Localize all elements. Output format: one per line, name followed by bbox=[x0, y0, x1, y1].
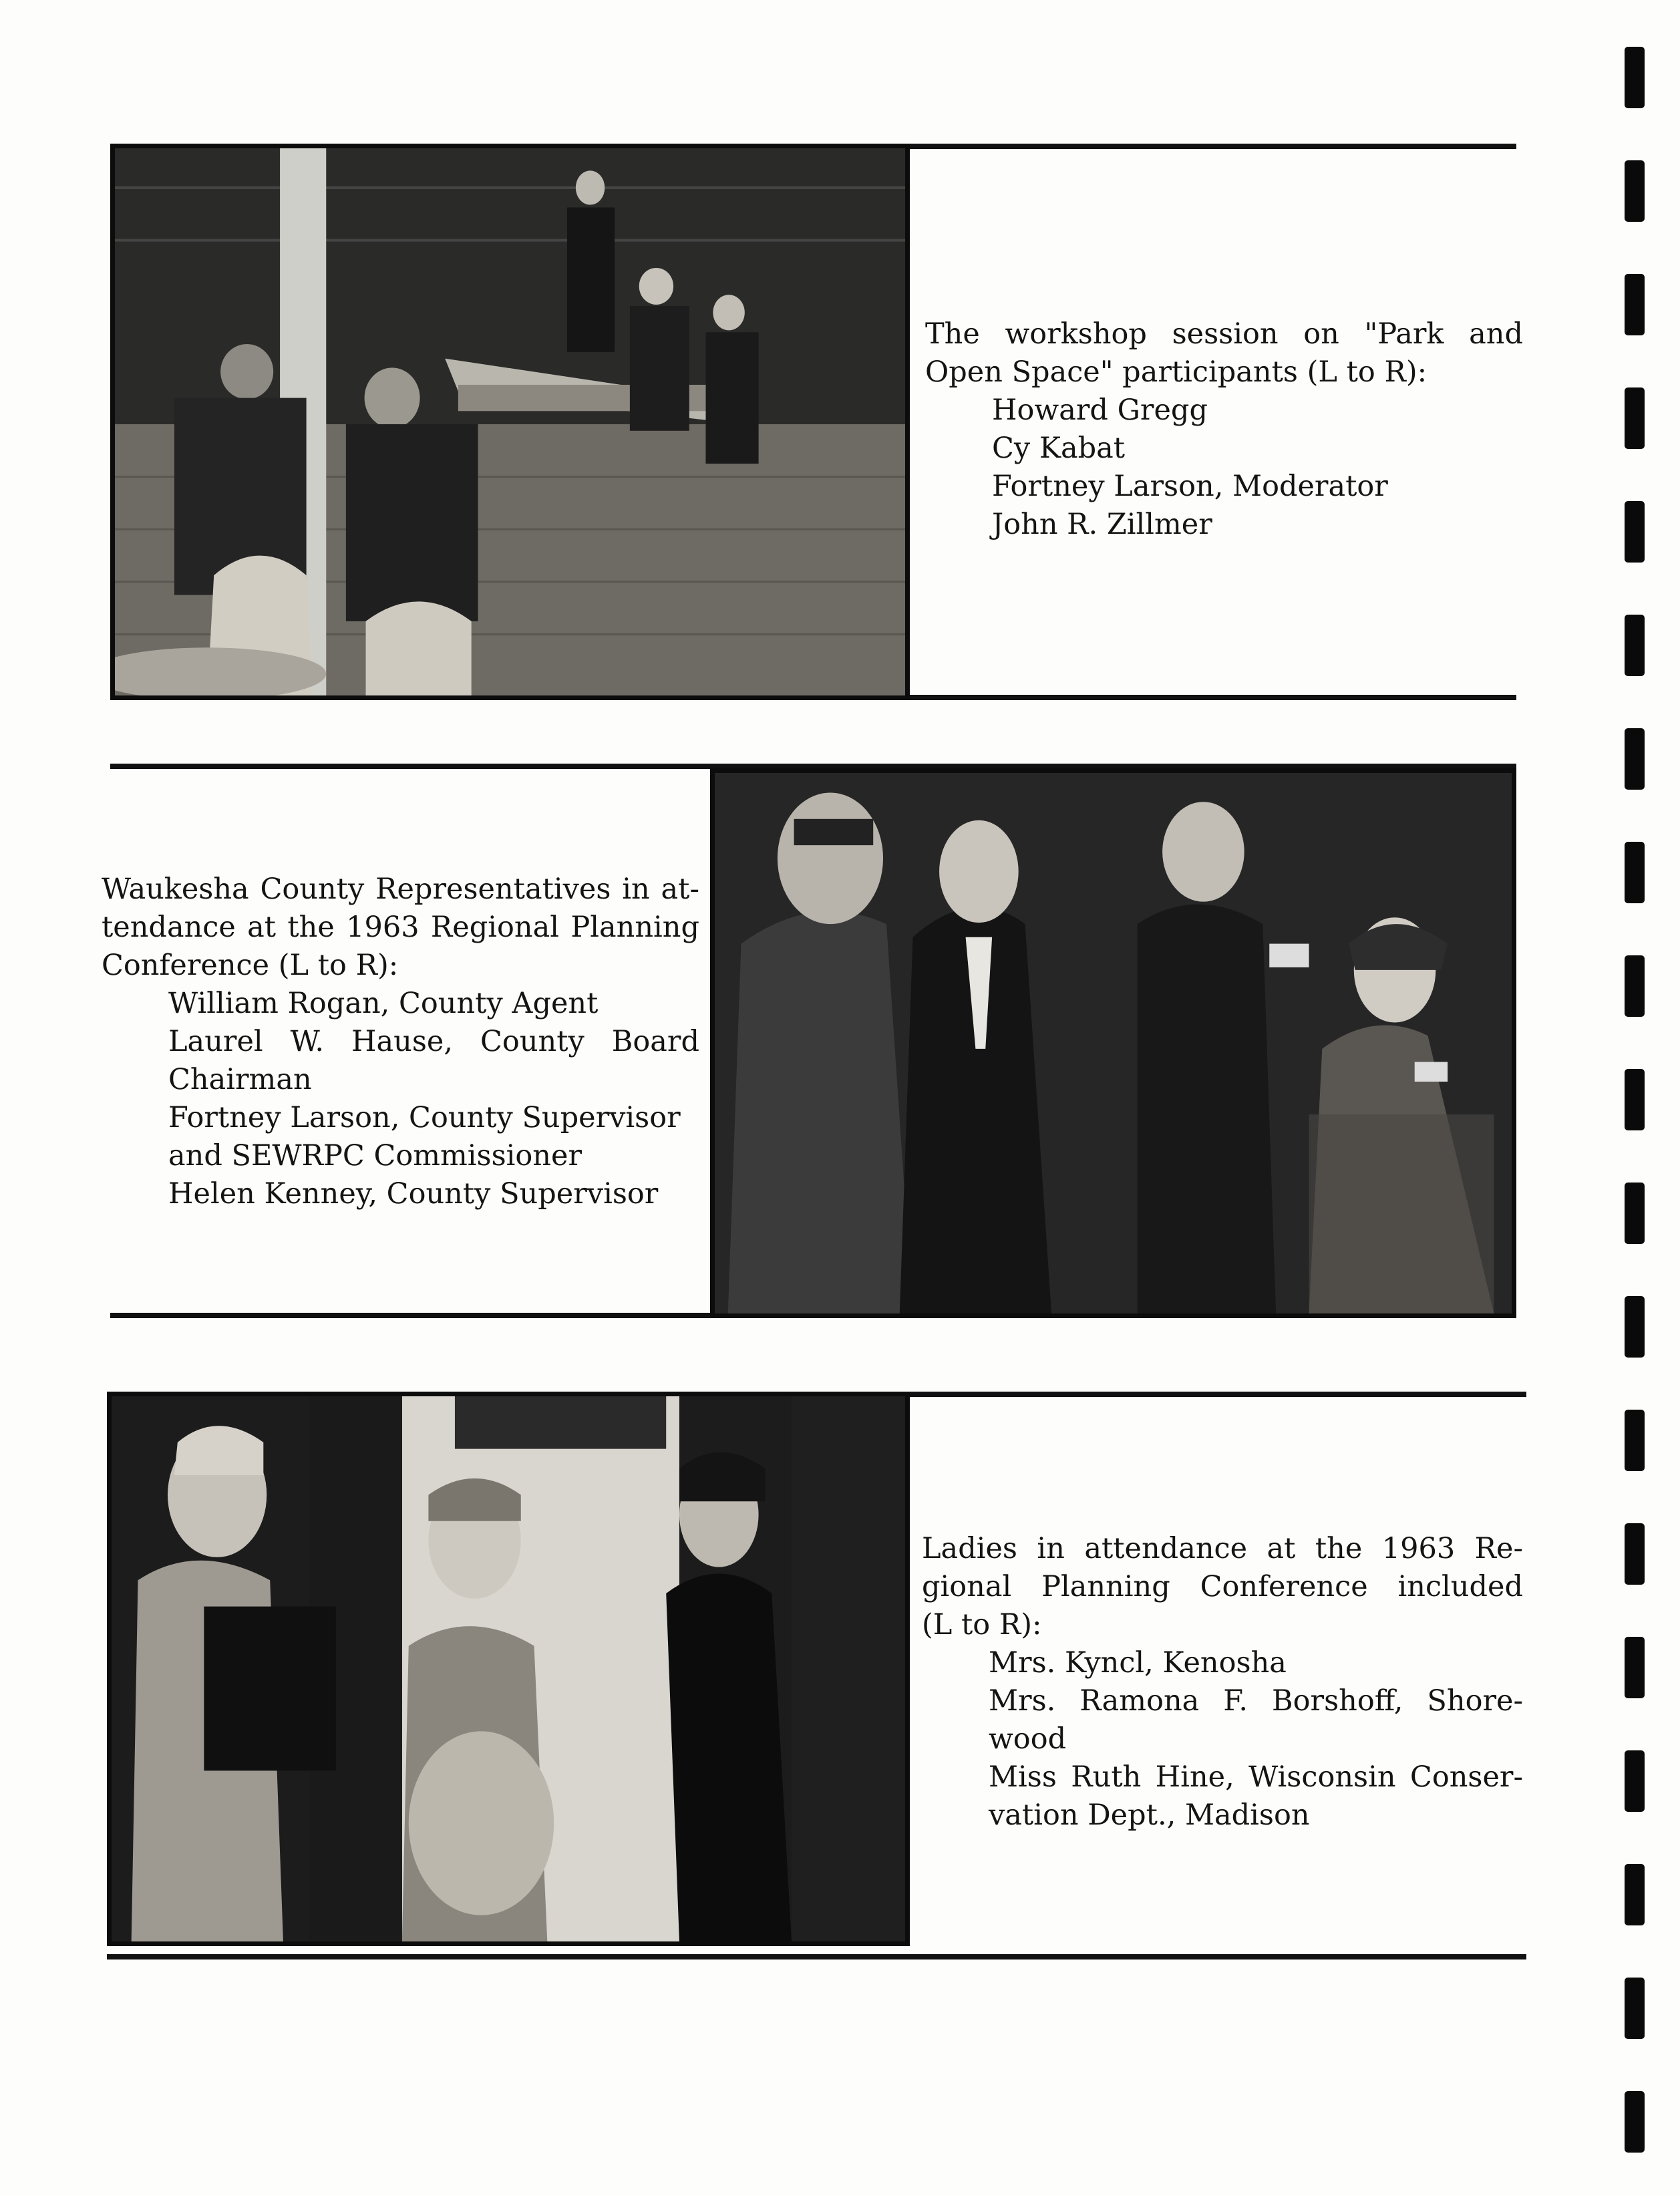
participant-name: Fortney Larson, County Supervisor bbox=[168, 1101, 681, 1134]
binding-mark bbox=[1625, 1750, 1645, 1812]
binding-mark bbox=[1625, 1410, 1645, 1471]
photo-ladies-in-attendance bbox=[107, 1392, 910, 1946]
binding-mark bbox=[1625, 387, 1645, 449]
binding-mark bbox=[1625, 728, 1645, 790]
participant-name: Mrs. Ramona F. Borshoff, Shore- bbox=[989, 1684, 1523, 1718]
participant-name: and SEWRPC Commissioner bbox=[168, 1139, 582, 1172]
caption-ladies-in-attendance bbox=[922, 1530, 1523, 1835]
participant-name: Howard Gregg bbox=[992, 394, 1208, 427]
participant-name: Laurel W. Hause, County Board bbox=[168, 1025, 699, 1058]
photo-county-representatives bbox=[710, 768, 1516, 1318]
binding-mark bbox=[1625, 1069, 1645, 1130]
caption-line: Waukesha County Representatives in at- bbox=[102, 873, 699, 906]
caption-county-representatives bbox=[102, 871, 699, 1213]
participant-name: Fortney Larson, Moderator bbox=[992, 470, 1388, 503]
participant-name: John R. Zillmer bbox=[992, 508, 1212, 541]
photo-workshop-session bbox=[110, 144, 910, 700]
binding-mark bbox=[1625, 1523, 1645, 1585]
participant-name: Mrs. Kyncl, Kenosha bbox=[989, 1646, 1287, 1680]
participant-name: vation Dept., Madison bbox=[989, 1798, 1310, 1832]
participant-name: Cy Kabat bbox=[992, 432, 1126, 465]
binding-mark bbox=[1625, 47, 1645, 108]
caption-line: Conference (L to R): bbox=[102, 949, 399, 982]
binding-mark bbox=[1625, 1637, 1645, 1698]
binding-mark bbox=[1625, 1296, 1645, 1358]
binding-mark bbox=[1625, 615, 1645, 676]
participant-name: Helen Kenney, County Supervisor bbox=[168, 1177, 659, 1211]
caption-workshop-session bbox=[925, 315, 1523, 544]
binding-mark bbox=[1625, 501, 1645, 563]
caption-line: Ladies in attendance at the 1963 Re- bbox=[922, 1532, 1523, 1565]
binding-mark bbox=[1625, 842, 1645, 903]
caption-line: (L to R): bbox=[922, 1608, 1042, 1641]
caption-line: tendance at the 1963 Regional Planning bbox=[102, 911, 699, 944]
binding-mark bbox=[1625, 160, 1645, 222]
panel-3-bottom-rule bbox=[107, 1954, 1526, 1959]
participant-name: William Rogan, County Agent bbox=[168, 987, 599, 1020]
binding-mark bbox=[1625, 1978, 1645, 2039]
participant-name: wood bbox=[989, 1722, 1067, 1756]
participant-name: Miss Ruth Hine, Wisconsin Conser- bbox=[989, 1760, 1523, 1794]
binding-mark bbox=[1625, 1183, 1645, 1244]
binding-mark bbox=[1625, 955, 1645, 1017]
binding-mark bbox=[1625, 2091, 1645, 2153]
caption-line: Open Space" participants (L to R): bbox=[925, 355, 1427, 389]
participant-name: Chairman bbox=[168, 1063, 312, 1096]
binding-mark bbox=[1625, 1864, 1645, 1925]
caption-line: The workshop session on "Park and bbox=[925, 317, 1523, 351]
binding-mark bbox=[1625, 274, 1645, 335]
caption-line: gional Planning Conference included bbox=[922, 1570, 1523, 1603]
